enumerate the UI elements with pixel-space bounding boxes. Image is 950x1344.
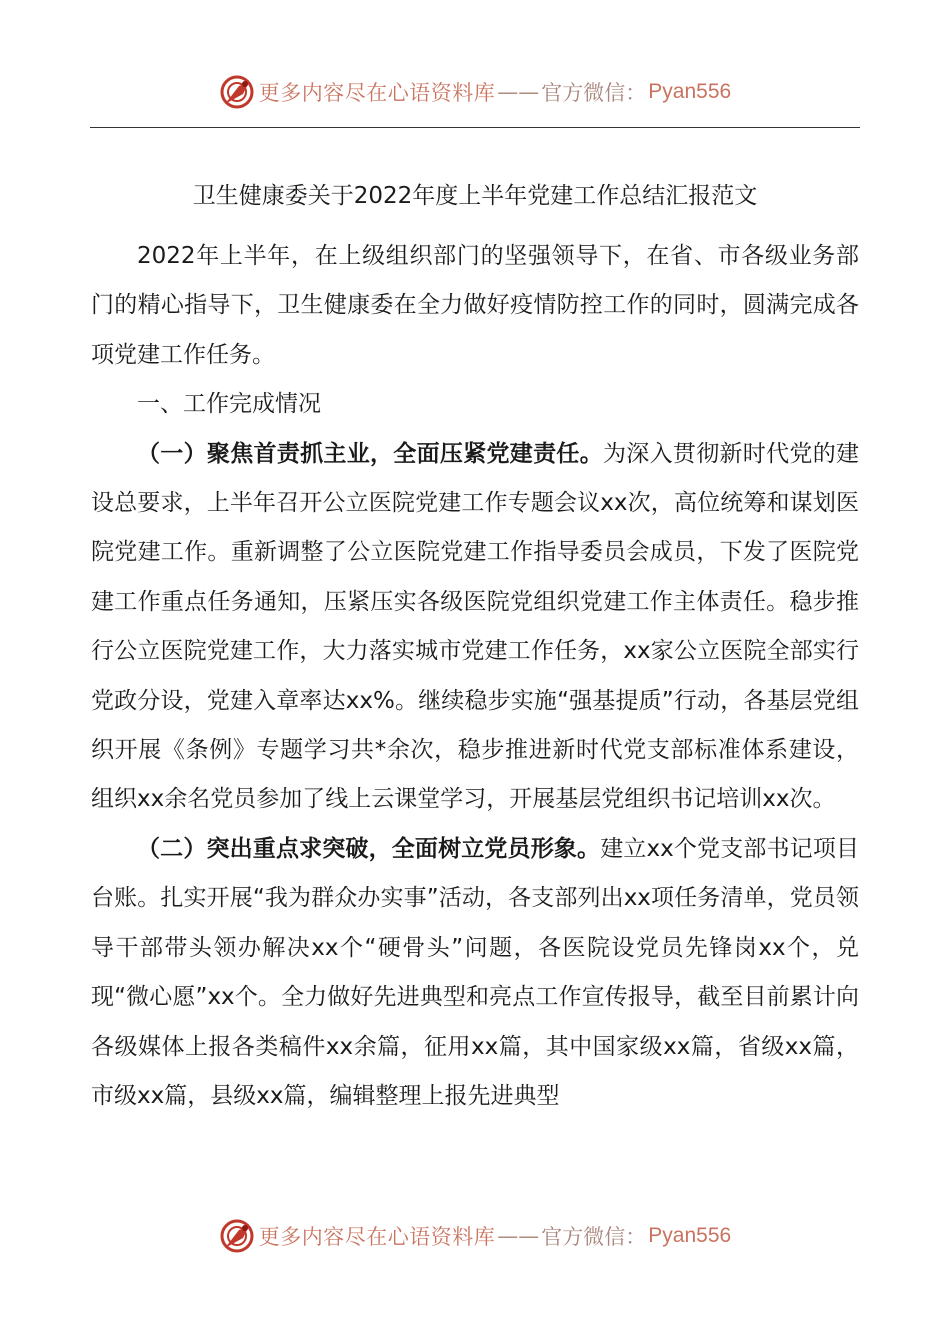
subsection-2-paragraph	[91, 825, 859, 1121]
banner-text: 更多内容尽在心语资料库	[258, 1225, 496, 1249]
subsection-2-text: 建立xx个党支部书记项目台账。扎实开展“我为群众办实事”活动，各支部列出xx项任务清单，党员领导干部带头领办解决xx个“硬骨头”问题，各医院设党员先锋岗xx个，兑现“微心愿”xx个。全力做好先进典型和亮点工作宣传报导，截至目前累计向各级媒体上报各类稿件xx余篇，征用xx篇，其中国家级xx篇，省级xx篇，市级xx篇，县级xx篇，编辑整理上报先进典型	[91, 835, 859, 1109]
banner-wechat-label: 官方微信：	[541, 81, 647, 105]
banner-text: 更多内容尽在心语资料库	[258, 81, 496, 105]
banner-separator: ——	[497, 1224, 540, 1248]
banner-wechat-id: Pyan556	[648, 80, 732, 103]
footer-banner	[0, 1212, 950, 1260]
banner-wechat-label: 官方微信：	[541, 1225, 647, 1249]
section-heading: 一、工作完成情况	[137, 391, 321, 418]
document-body	[91, 232, 859, 1121]
banner-separator: ——	[497, 80, 540, 104]
header-divider	[90, 127, 860, 128]
subsection-1-text: 为深入贯彻新时代党的建设总要求，上半年召开公立医院党建工作专题会议xx次，高位统筹和谋划医院党建工作。重新调整了公立医院党建工作指导委员会成员，下发了医院党建工作重点任务通知，压紧压实各级医院党组织党建工作主体责任。稳步推行公立医院党建工作，大力落实城市党建工作任务，xx家公立医院全部实行党政分设，党建入章率达xx%。继续稳步实施“强基提质”行动，各基层党组织开展《条例》专题学习共*余次，稳步推进新时代党支部标准体系建设，组织xx余名党员参加了线上云课堂学习，开展基层党组织书记培训xx次。	[91, 440, 860, 813]
subsection-1-heading: （一）聚焦首责抓主业，全面压紧党建责任。	[137, 440, 603, 467]
banner-wechat-id: Pyan556	[648, 1224, 732, 1247]
document-title: 卫生健康委关于2022年度上半年党建工作总结汇报范文	[192, 183, 758, 209]
logo-icon	[219, 1218, 255, 1254]
intro-paragraph: 2022年上半年，在上级组织部门的坚强领导下，在省、市各级业务部门的精心指导下，卫生健康委在全力做好疫情防控工作的同时，圆满完成各项党建工作任务。	[91, 243, 859, 368]
header-banner	[0, 68, 950, 116]
logo-icon	[219, 74, 255, 110]
subsection-1-paragraph	[91, 430, 859, 825]
subsection-2-heading: （二）突出重点求突破，全面树立党员形象。	[137, 835, 601, 862]
